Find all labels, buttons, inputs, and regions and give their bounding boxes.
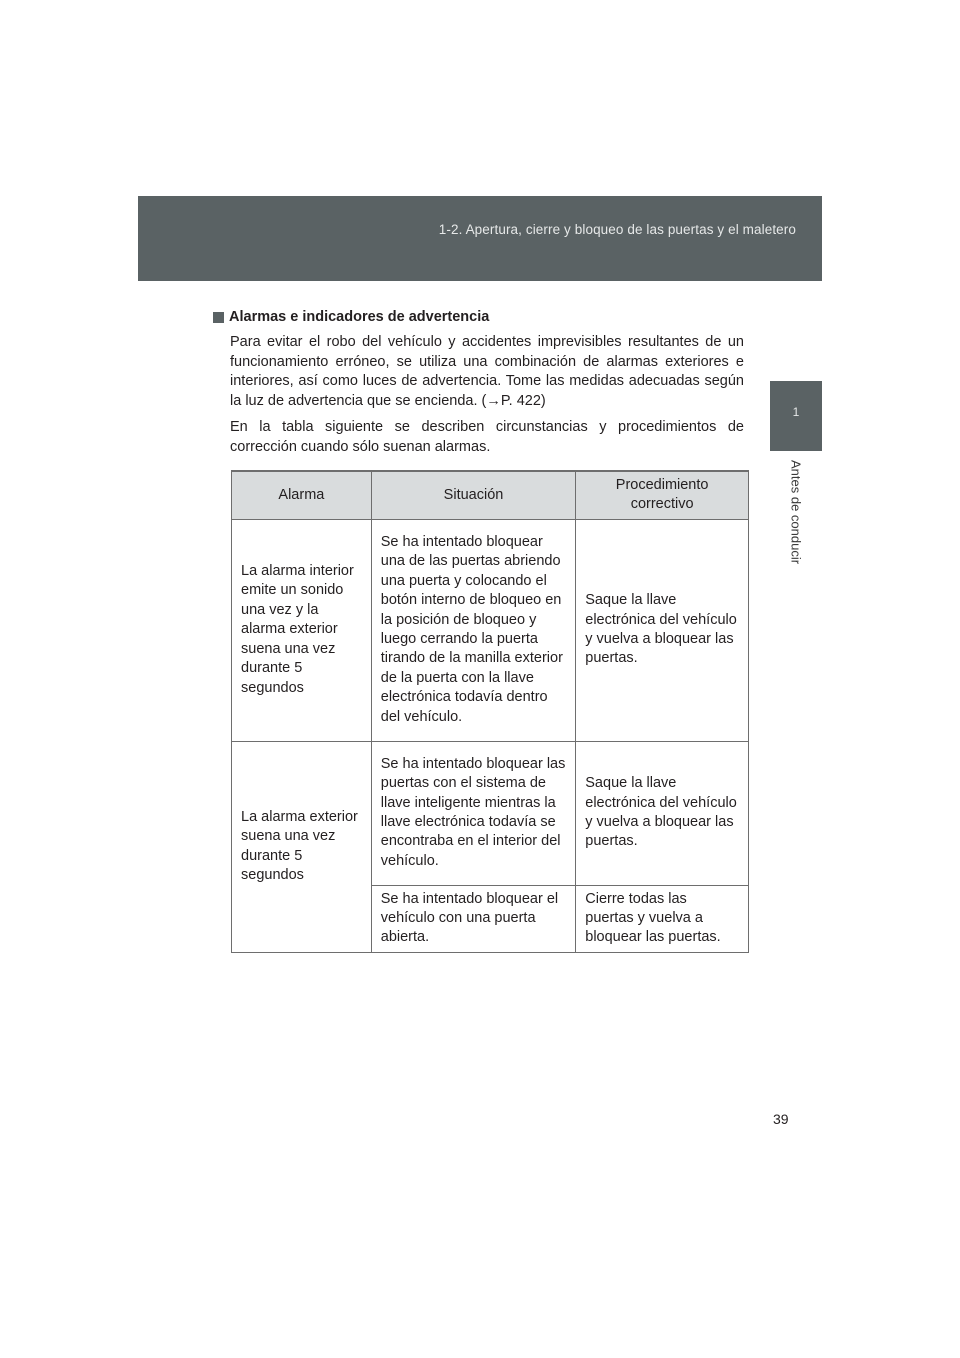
- cell-procedure: Cierre todas las puertas y vuelva a bloquear las puertas.: [576, 885, 749, 952]
- cell-situation: Se ha intentado bloquear una de las puertas abriendo una puerta y colocando el botón interno de bloqueo en la posición de bloqueo y luego cerrando la puerta tirando de la manilla exterior de la puerta con la llave electrónica todavía dentro del vehículo.: [371, 519, 576, 741]
- header-alarm: Alarma: [232, 471, 372, 519]
- header-procedure: Procedimiento correctivo: [576, 471, 749, 519]
- cell-situation: Se ha intentado bloquear las puertas con el sistema de llave inteligente mientras la llave electrónica todavía se encontraba en el interior del vehículo.: [371, 741, 576, 885]
- intro-paragraph: Para evitar el robo del vehículo y accidentes imprevisibles resultantes de un funcionamiento erróneo, se utiliza una combinación de alarmas exteriores e interiores, así como luces de advertencia. Tome las medidas adecuadas según la luz de advertencia que se encienda. (→P. 422): [230, 334, 744, 409]
- table-header-row: [232, 471, 749, 519]
- table-row: [232, 519, 749, 741]
- chapter-side-tab: [770, 381, 822, 451]
- section-heading-text: Alarmas e indicadores de advertencia: [229, 309, 490, 325]
- header-situation: Situación: [371, 471, 576, 519]
- page-number: 39: [773, 1111, 789, 1127]
- chapter-side-label: [785, 460, 807, 580]
- square-bullet-icon: [213, 312, 224, 323]
- cell-alarm: La alarma interior emite un sonido una vez y la alarma exterior suena una vez durante 5 segundos: [232, 519, 372, 741]
- chapter-number: 1: [792, 405, 800, 419]
- cell-procedure: Saque la llave electrónica del vehículo y vuelva a bloquear las puertas.: [576, 519, 749, 741]
- chapter-side-label-text: Antes de conducir: [788, 460, 804, 565]
- table-row: [232, 741, 749, 885]
- cell-alarm: La alarma exterior suena una vez durante 5 segundos: [232, 741, 372, 952]
- chapter-header-band: [138, 196, 822, 281]
- chapter-title: 1-2. Apertura, cierre y bloqueo de las puertas y el maletero: [438, 222, 796, 237]
- alarm-table: [231, 470, 749, 953]
- cell-situation: Se ha intentado bloquear el vehículo con una puerta abierta.: [371, 885, 576, 952]
- table-intro-paragraph: En la tabla siguiente se describen circunstancias y procedimientos de corrección cuando sólo suenan alarmas.: [230, 419, 744, 455]
- cell-procedure: Saque la llave electrónica del vehículo y vuelva a bloquear las puertas.: [576, 741, 749, 885]
- section-heading: [213, 309, 489, 325]
